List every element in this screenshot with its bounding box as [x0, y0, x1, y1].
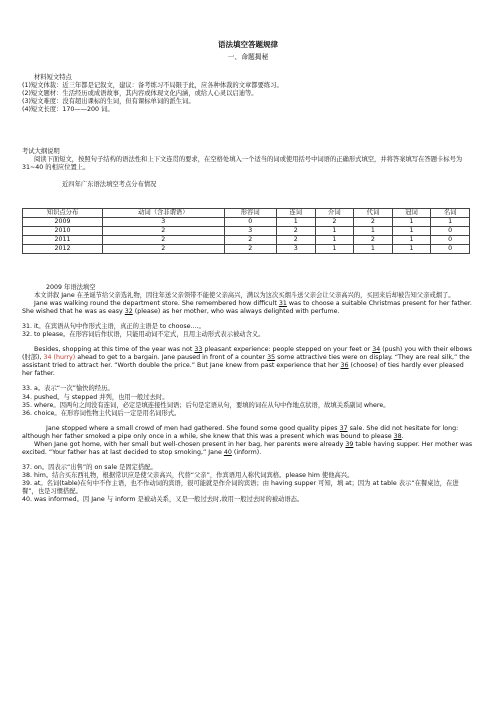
- table-header-cell: 名词: [431, 209, 470, 218]
- passage-paragraph-3: Jane stopped where a small crowd of men had gathered. She found some good quality pipes 37 sale. She did not hesitate for long: although her father smoked a pipe only once in a while, she knew that this was a present which was bound to please 38.: [22, 424, 459, 440]
- note-32: 32. to please。在形容词后作状语，只能用动词不定式，且用主动形式表示被动含义。: [22, 331, 265, 339]
- section-2009: [22, 284, 474, 504]
- table-cell: 1: [276, 218, 315, 227]
- note-34: 34. pushed。与 stepped 并列，也用一般过去时。: [22, 393, 169, 401]
- table-cell: 2: [315, 218, 354, 227]
- table-caption: 近四年广东语法填空考点分布情况: [62, 181, 157, 189]
- table-header-row: [23, 209, 470, 218]
- table-header-cell: 动词（含非谓语）: [103, 209, 225, 218]
- table-row: [23, 218, 470, 227]
- note-36: 36. choice。在形容词性物主代词后一定是用名词形式。: [22, 409, 181, 417]
- table-cell: 2: [354, 236, 393, 245]
- table-cell: 1: [315, 236, 354, 245]
- table-cell: 0: [224, 218, 276, 227]
- table-header-cell: 连词: [276, 209, 315, 218]
- table-cell: 1: [392, 227, 431, 236]
- blank-33: 33: [194, 346, 203, 354]
- blank-32: 32: [124, 308, 133, 316]
- table-header-cell: 介词: [315, 209, 354, 218]
- table-cell: 2: [224, 236, 276, 245]
- table-cell: 0: [431, 245, 470, 254]
- table-cell: 2012: [23, 245, 103, 254]
- table-cell: 0: [431, 236, 470, 245]
- table-cell: 2009: [23, 218, 103, 227]
- red-annotation: 34 (hurry): [43, 354, 76, 362]
- note-40: 40. was informed。因 Jane 与 inform 是被动关系，又是一般过去时,故用一般过去时的被动语态。: [22, 496, 304, 504]
- blank-36: 36: [340, 362, 349, 370]
- table-header-cell: 知识点分布: [23, 209, 103, 218]
- section-2009-heading: 2009 年语法填空: [46, 284, 96, 291]
- table-cell: 2: [224, 245, 276, 254]
- blank-31: 31: [278, 300, 287, 308]
- table-cell: 2: [276, 236, 315, 245]
- note-38: 38. him。结合买东西礼物，根据常识应是使父亲高兴，代替“父亲”，作宾语用人称代词宾格。please him 使他高兴。: [22, 471, 354, 479]
- blank-39: 39: [345, 440, 354, 448]
- table-cell: 3: [103, 218, 225, 227]
- blank-37: 37: [339, 424, 348, 432]
- note-33: 33. a。表示“一次”愉快的经历。: [22, 385, 114, 393]
- table-row: [23, 236, 470, 245]
- material-item: (4)短文长度：170——200 词。: [22, 106, 114, 114]
- table-header-cell: 代词: [354, 209, 393, 218]
- table-cell: 1: [354, 227, 393, 236]
- table-cell: 2: [103, 236, 225, 245]
- exam-section: [22, 148, 474, 189]
- material-item: (1)短文体裁：近三年都是记叙文，建议：备考练习不局限于此，应各种体裁的文章都要练习。: [22, 82, 283, 90]
- table-row: [23, 227, 470, 236]
- passage-paragraph-1: Jane was walking round the department store. She remembered how difficult 31 was to choose a suitable Christmas present for her father. She wished that he was as easy 32 (please) as her mother, who was always delighted with perfume.: [22, 300, 472, 316]
- material-item: (2)短文题材：生活经历或成语故事，其内容或体现文化内涵，或给人心灵以启迪等。: [22, 90, 258, 98]
- table-cell: 1: [392, 236, 431, 245]
- table-header-cell: 形容词: [224, 209, 276, 218]
- table-cell: 3: [276, 245, 315, 254]
- table-cell: 2011: [23, 236, 103, 245]
- intro-text: 本文讲叙 Jane 在圣诞节给父亲选礼物，因往年送父亲领带不能使父亲高兴，满以为这次买烟斗送父亲会让父亲高兴的，买回来后却被告知父亲戒烟了。: [34, 292, 455, 300]
- table-cell: 1: [315, 245, 354, 254]
- table-cell: 2: [103, 245, 225, 254]
- material-heading: 材料短文特点: [34, 74, 72, 81]
- blank-38: 38: [393, 432, 402, 440]
- note-37: 37. on。因表示“出售”的 on sale 是固定搭配。: [22, 463, 157, 471]
- passage-paragraph-4: When Jane got home, with her small but well-chosen present in her bag, her parents were already 39 table having supper. Her mother was excited. “Your father has at last decided to stop smoking,” Jane 40 (inform).: [22, 440, 473, 456]
- passage-paragraph-2: Besides, shopping at this time of the year was not 33 pleasant experience: people stepped on your feet or 34 (push) you with their elbows (肘部), 34 (hurry) ahead to get to a bargain. Jane paused in front of a counter 35 some attractive ties were on display. “They are real silk,” the assistant tried to attract her. “Worth double the price.” But Jane knew from past experience that her 36 (choose) of ties hardly ever pleased her father.: [22, 346, 472, 378]
- table-cell: 0: [431, 227, 470, 236]
- stats-table: [22, 208, 470, 254]
- note-39: 39. at。名词(table)在句中不作主语，也不作动词的宾语，很可能就是作介词的宾语；由 having supper 可知，填 at；因为 at table 表示“在餐桌边，在进餐”，也是习惯搭配。: [22, 479, 459, 495]
- blank-40: 40: [223, 448, 232, 456]
- material-section: [22, 74, 474, 114]
- blank-35: 35: [267, 354, 276, 362]
- table-cell: 1: [315, 227, 354, 236]
- table-cell: 2: [103, 227, 225, 236]
- table-cell: 1: [392, 218, 431, 227]
- table-cell: 2010: [23, 227, 103, 236]
- table-header-cell: 冠词: [392, 209, 431, 218]
- table-cell: 1: [392, 245, 431, 254]
- table-row: [23, 245, 470, 254]
- table-cell: 2: [354, 218, 393, 227]
- table-cell: 3: [224, 227, 276, 236]
- material-item: (3)短文难度：没有超出课标的生词，但有课标单词的派生词。: [22, 98, 195, 106]
- exam-heading: 考试大纲说明: [22, 148, 60, 155]
- table-cell: 1: [354, 245, 393, 254]
- document-title: 语法填空答题规律: [218, 40, 278, 49]
- exam-text: 阅读下面短文，按照句子结构的语法性和上下文连贯的要求，在空格处填入一个适当的词或使用括号中词语的正确形式填空，并将答案填写在答题卡标号为 31~40 的相应位置上。: [22, 156, 463, 172]
- blank-34: 34: [372, 346, 381, 354]
- section-subtitle: 一、命题揭秘: [227, 53, 269, 61]
- table-cell: 2: [276, 227, 315, 236]
- note-31: 31. it。在宾语从句中作形式主语，真正的主语是 to choose....。: [22, 323, 205, 331]
- note-35: 35. where。因两句之间没有连词，必定是填连接性词语；后句是定语从句，要填的词在从句中作地点状语，故填关系副词 where。: [22, 401, 390, 409]
- table-cell: 1: [431, 218, 470, 227]
